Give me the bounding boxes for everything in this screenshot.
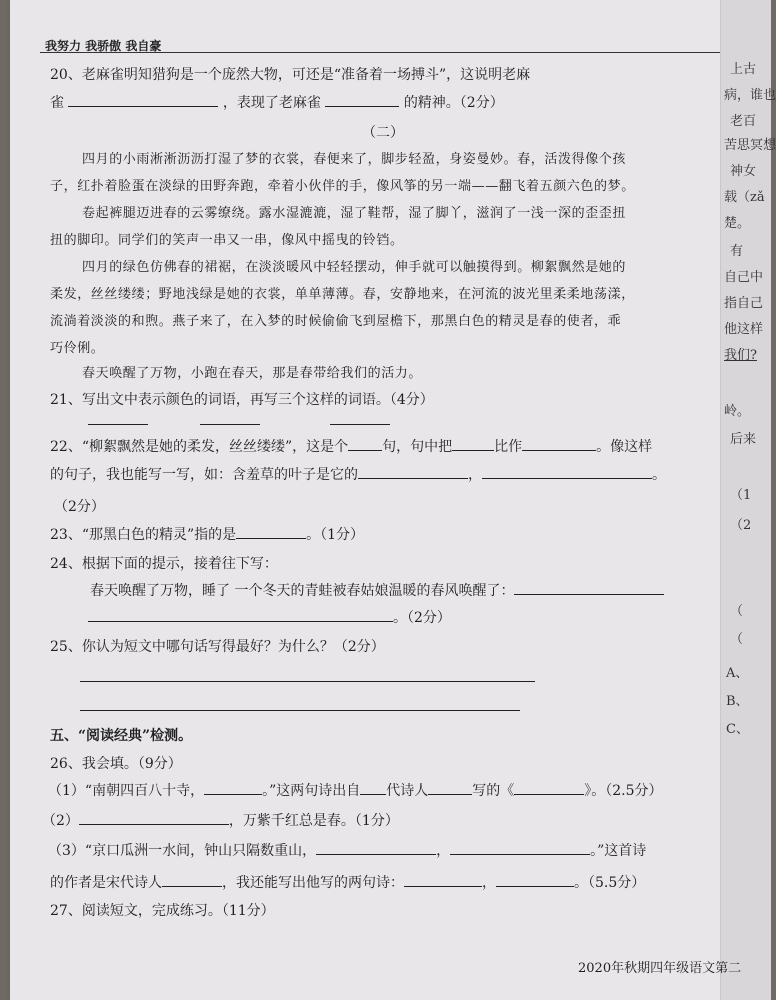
side-fragment: （ bbox=[730, 632, 744, 647]
q24-text: 春天唤醒了万物，睡了 一个冬天的青蛙被春姑娘温暖的春风唤醒了： bbox=[90, 583, 515, 599]
side-fragment: 苦思冥想 bbox=[724, 138, 776, 153]
q22-text-a: 22、“柳絮飘然是她的柔发，丝丝缕缕”，这是个 bbox=[50, 439, 349, 455]
q22-text-line2: 的句子，我也能写一写，如：含羞草的叶子是它的 bbox=[50, 467, 358, 483]
q24-line2 bbox=[88, 607, 451, 627]
q22-blank-1[interactable] bbox=[348, 436, 382, 451]
side-fragment: 后来 bbox=[730, 432, 757, 447]
q20-blank-2[interactable] bbox=[325, 92, 399, 107]
q26-p2-text-b: ，万紫千红总是春。（1分） bbox=[228, 813, 399, 829]
header-rule bbox=[40, 52, 720, 53]
q22-blank-2[interactable] bbox=[452, 436, 494, 451]
q22-text-b: 句，句中把 bbox=[382, 439, 453, 455]
side-fragment: B、 bbox=[726, 694, 749, 709]
section-5-title: 五、“阅读经典”检测。 bbox=[50, 728, 193, 744]
q22-text-d: 。像这样 bbox=[596, 439, 653, 455]
q25-answer-line[interactable] bbox=[80, 681, 535, 682]
side-fragment: 载（zǎ bbox=[724, 190, 765, 205]
q23-text-a: 23、“那黑白色的精灵”指的是 bbox=[50, 527, 237, 543]
page-header: 我努力 我骄傲 我自豪 bbox=[45, 39, 162, 53]
q26-p1-text-d: 写的《 bbox=[472, 783, 515, 799]
q26-title: 26、我会填。（9分） bbox=[50, 756, 182, 772]
q22-line1 bbox=[50, 436, 652, 456]
q22-blank-5[interactable] bbox=[482, 464, 652, 479]
side-fragment: 楚。 bbox=[724, 216, 751, 231]
q26-part3-line2 bbox=[50, 872, 645, 892]
q22-score: （2分） bbox=[54, 499, 105, 515]
q22-text-c: 比作 bbox=[494, 439, 523, 455]
q24-title: 24、根据下面的提示，接着往下写： bbox=[50, 556, 278, 572]
side-fragment: C、 bbox=[726, 722, 749, 737]
q21-answer-blank[interactable] bbox=[88, 424, 148, 425]
q26-blank-7[interactable] bbox=[450, 840, 590, 855]
passage-line: 春天唤醒了万物，小跑在春天，那是春带给我们的活力。 bbox=[82, 366, 423, 381]
q20-text-a: 雀 bbox=[50, 95, 64, 111]
q27-title: 27、阅读短文，完成练习。（11分） bbox=[50, 903, 275, 919]
q24-blank-1[interactable] bbox=[514, 580, 664, 595]
q26-part1 bbox=[48, 780, 663, 800]
q26-p3-text-e: ，我还能写出他写的两句诗： bbox=[222, 875, 404, 891]
passage-line: 四月的小雨淅淅沥沥打湿了梦的衣裳，春便来了，脚步轻盈，身姿曼妙。春，活泼得像个孩 bbox=[82, 152, 627, 167]
q26-blank-4[interactable] bbox=[514, 780, 584, 795]
q20-blank-1[interactable] bbox=[68, 92, 218, 107]
q26-blank-8[interactable] bbox=[162, 872, 222, 887]
q22-blank-4[interactable] bbox=[358, 464, 468, 479]
page-footer: 2020年秋期四年级语文第二 bbox=[578, 961, 742, 976]
q26-p1-text-b: 。”这两句诗出自 bbox=[262, 783, 361, 799]
q26-blank-9[interactable] bbox=[404, 872, 482, 887]
q26-blank-2[interactable] bbox=[360, 780, 386, 795]
passage-line: 卷起裤腿迈进春的云雾缭绕。露水湿漉漉，湿了鞋帮，湿了脚丫，滋润了一浅一深的歪歪扭 bbox=[82, 206, 627, 221]
side-fragment: （1 bbox=[730, 488, 752, 503]
q21-answer-blank[interactable] bbox=[200, 424, 260, 425]
side-fragment: 有 bbox=[730, 244, 744, 259]
q26-p3-text-f: ， bbox=[482, 875, 496, 891]
q26-blank-6[interactable] bbox=[316, 840, 436, 855]
q26-p3-text-g: 。（5.5分） bbox=[574, 875, 646, 891]
side-fragment: （ bbox=[730, 604, 744, 619]
q20-line2 bbox=[50, 92, 504, 112]
q23-line bbox=[50, 524, 364, 544]
q26-p1-text-c: 代诗人 bbox=[386, 783, 429, 799]
q26-part2 bbox=[42, 810, 399, 830]
q22-text-end: 。 bbox=[652, 467, 666, 483]
q26-blank-5[interactable] bbox=[79, 810, 229, 825]
q26-blank-10[interactable] bbox=[496, 872, 574, 887]
q25-answer-line[interactable] bbox=[80, 710, 520, 711]
side-fragment: 病，谁也 bbox=[724, 88, 776, 103]
q26-p1-text-a: （1）“南朝四百八十寺， bbox=[48, 783, 205, 799]
passage-line: 扭的脚印。同学们的笑声一串又一串，像风中摇曳的铃铛。 bbox=[50, 233, 404, 248]
section-2-title: （二） bbox=[362, 125, 404, 141]
q26-p3-text-b: ， bbox=[436, 843, 451, 859]
q26-blank-3[interactable] bbox=[428, 780, 472, 795]
passage-line: 四月的绿色仿佛春的裙裾，在淡淡暖风中轻轻摆动，伸手就可以触摸得到。柳絮飘然是她的 bbox=[82, 260, 627, 275]
passage-line: 巧伶俐。 bbox=[50, 341, 105, 356]
side-fragment: 我们? bbox=[724, 348, 757, 363]
side-fragment: 上古 bbox=[730, 62, 757, 77]
q23-text-b: 。（1分） bbox=[306, 527, 365, 543]
side-fragment: 岭。 bbox=[724, 404, 751, 419]
q26-p3-text-d: 的作者是宋代诗人 bbox=[50, 875, 162, 891]
passage-line: 子，红扑着脸蛋在淡绿的田野奔跑，牵着小伙伴的手，像风筝的另一端——翻飞着五颜六色的梦。 bbox=[50, 179, 635, 194]
q26-p1-text-e: 》。（2.5分） bbox=[584, 783, 663, 799]
q20-line1: 20、老麻雀明知猎狗是一个庞然大物，可还是“准备着一场搏斗”，这说明老麻 bbox=[50, 67, 531, 83]
side-fragment: 老百 bbox=[730, 114, 757, 129]
side-fragment: 神女 bbox=[730, 164, 757, 179]
q26-p3-text-c: 。”这首诗 bbox=[590, 843, 647, 859]
q24-blank-2[interactable] bbox=[88, 607, 393, 622]
q20-text-b: ，表现了老麻雀 bbox=[222, 95, 321, 111]
side-fragment: 自己中 bbox=[724, 270, 764, 285]
q21-answer-blank[interactable] bbox=[330, 424, 390, 425]
q25-question: 25、你认为短文中哪句话写得最好？为什么？（2分） bbox=[50, 639, 385, 655]
passage-line: 柔发，丝丝缕缕；野地浅绿是她的衣裳，单单薄薄。春，安静地来，在河流的波光里柔柔地荡漾， bbox=[50, 287, 635, 302]
q26-p2-text-a: （2） bbox=[42, 813, 79, 829]
q22-line2: 的句子，我也能写一写，如：含羞草的叶子是它的 ， 。 bbox=[50, 464, 666, 484]
q26-part3 bbox=[48, 840, 646, 860]
side-fragment: 指自己 bbox=[724, 296, 764, 311]
q24-score: 。（2分） bbox=[393, 610, 451, 626]
q21-question: 21、写出文中表示颜色的词语，再写三个这样的词语。（4分） bbox=[50, 392, 434, 408]
side-fragment: 他这样 bbox=[724, 322, 764, 337]
q20-text-c: 的精神。（2分） bbox=[403, 95, 504, 111]
q23-blank[interactable] bbox=[236, 524, 306, 539]
q22-blank-3[interactable] bbox=[522, 436, 596, 451]
q26-blank-1[interactable] bbox=[204, 780, 262, 795]
passage-line: 流淌着淡淡的和煦。燕子来了，在入梦的时候偷偷飞到屋檐下，那黑白色的精灵是春的使者，乖 bbox=[50, 314, 622, 329]
side-fragment: （2 bbox=[730, 518, 752, 533]
q24-line bbox=[90, 580, 664, 600]
side-fragment: A、 bbox=[726, 666, 749, 681]
q26-p3-text-a: （3）“京口瓜洲一水间，钟山只隔数重山， bbox=[48, 843, 317, 859]
